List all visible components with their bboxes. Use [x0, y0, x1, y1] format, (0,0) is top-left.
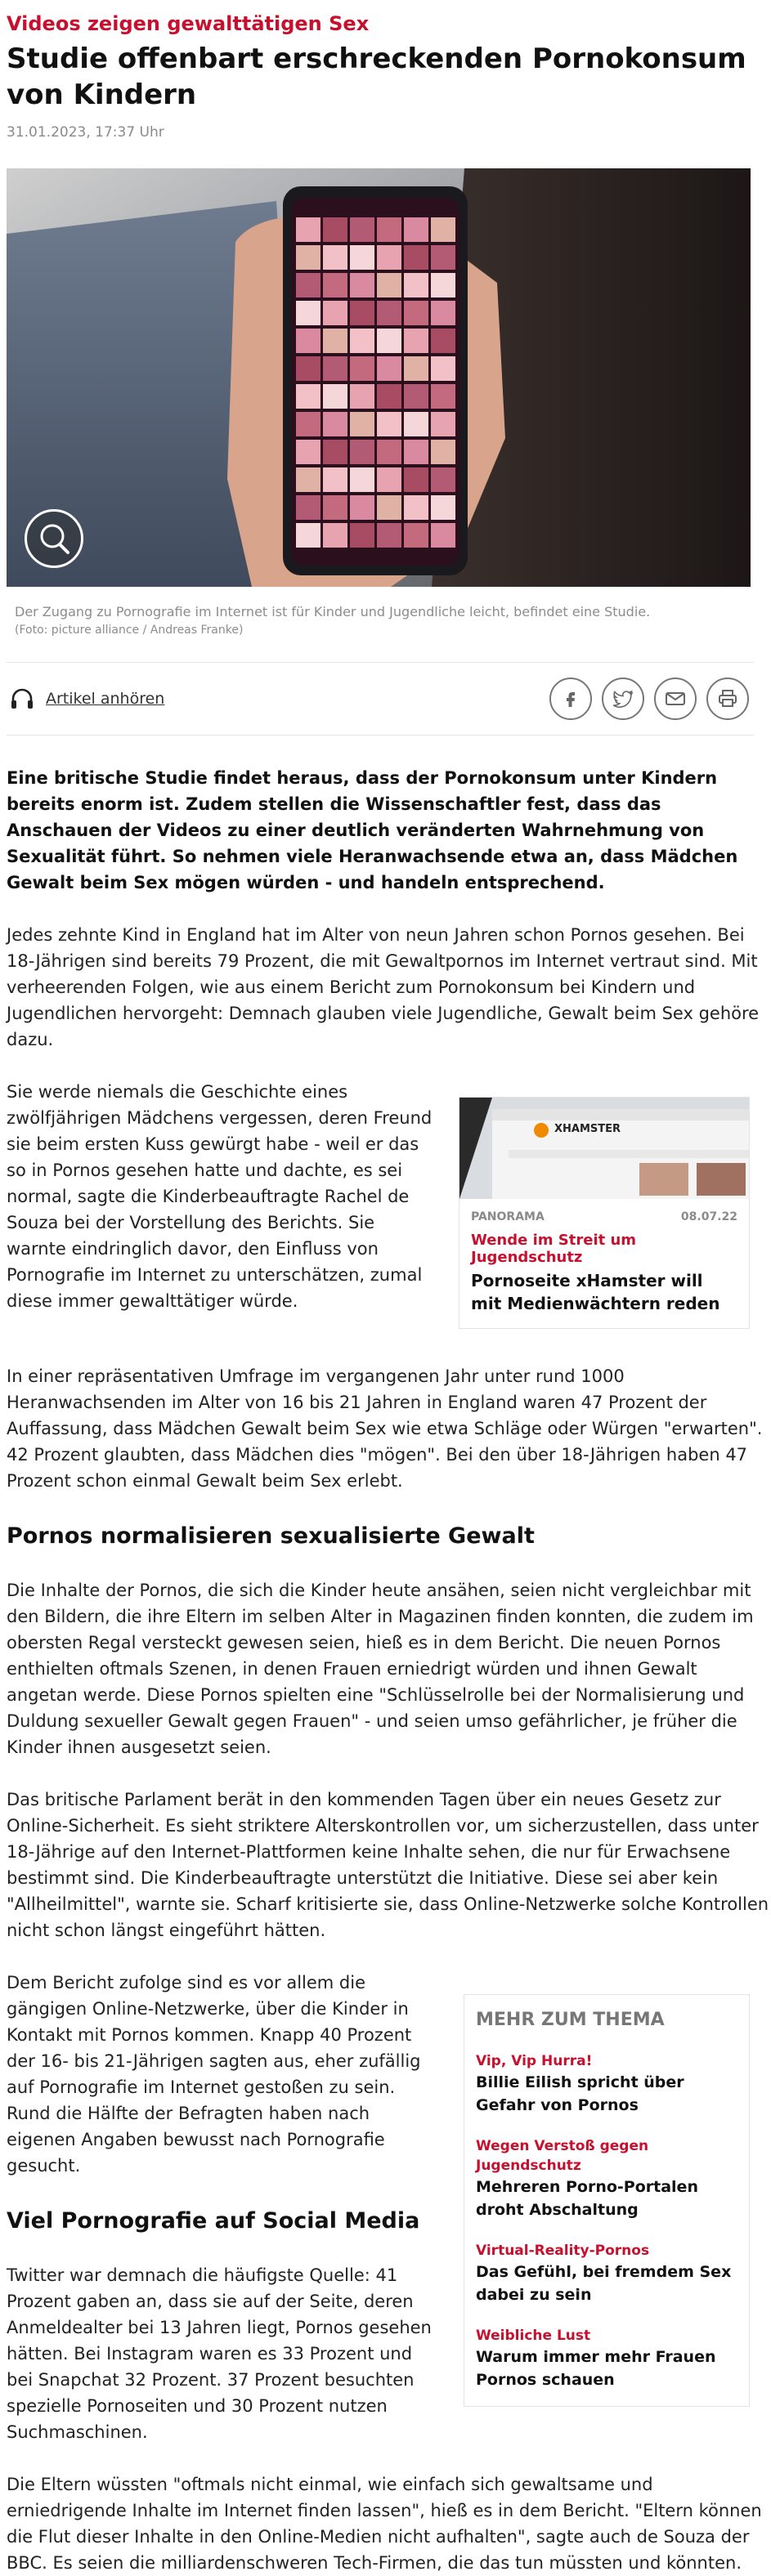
screen-thumbnail	[296, 384, 321, 409]
screen-thumbnail	[296, 523, 321, 548]
screen-thumbnail	[431, 523, 455, 548]
screen-thumbnail	[323, 273, 347, 297]
share-buttons	[549, 678, 749, 720]
screen-thumbnail	[323, 467, 347, 492]
screen-thumbnail	[431, 440, 455, 464]
screen-thumbnail	[377, 301, 401, 325]
paragraph-5: Das britische Parlament berät in den kommenden Tagen über ein neues Gesetz zur Online-Sicherheit. Es sieht striktere Alterskontrollen vor, um sicherzustellen, dass unter 18-Jährige auf den Internet-Plattformen keine Inhalte sehen, die nur für Erwachsene bestimmt sind. Die Kinderbeauftragte unterstützt die Initiative. Diese sei aber kein "Allheilmittel", warnte sie. Scharf kritisierte sie, dass Online-Netzwerke solche Kontrollen nicht schon längst eingeführt hätten.	[7, 1790, 769, 1940]
teaser-title: Pornoseite xHamster will mit Medienwächtern reden	[471, 1271, 720, 1313]
more-item-kicker: Vip, Vip Hurra!	[476, 2053, 593, 2069]
print-icon	[717, 689, 738, 709]
more-item[interactable]	[476, 2051, 737, 2117]
screen-thumbnail	[296, 356, 321, 381]
screen-thumbnail	[377, 440, 401, 464]
screen-thumbnail	[404, 412, 428, 436]
screen-thumbnail	[350, 495, 374, 520]
screen-thumbnail	[404, 523, 428, 548]
screen-thumbnail	[377, 245, 401, 270]
screen-thumbnail	[431, 245, 455, 270]
magnifier-icon	[27, 512, 81, 566]
article-date: 31.01.2023, 17:37 Uhr	[7, 124, 164, 141]
share-facebook-button[interactable]	[549, 678, 592, 720]
screen-thumbnail	[350, 217, 374, 242]
paragraph-1: Jedes zehnte Kind in England hat im Alter von neun Jahren schon Pornos gesehen. Bei 18-Jährigen sind bereits 79 Prozent, die mit Gewaltpornos im Internet vertraut sind. Mit verheerenden Folgen, wie aus einem Bericht zum Pornokonsum bei Kindern und Jugendlichen hervorgeht: Demnach glauben viele Jugendliche, Gewalt beim Sex gehöre dazu.	[7, 925, 760, 1049]
screen-thumbnail	[404, 495, 428, 520]
screen-thumbnail	[431, 384, 455, 409]
screen-thumbnail	[431, 412, 455, 436]
more-item-title: Warum immer mehr Frauen Pornos schauen	[476, 2348, 716, 2389]
screen-thumbnail	[350, 301, 374, 325]
flow-section-1	[0, 1079, 771, 1337]
screen-thumbnail	[404, 217, 428, 242]
article-title: Studie offenbart erschreckenden Pornokonsum von Kindern	[7, 42, 746, 111]
more-item-title: Das Gefühl, bei fremdem Sex dabei zu sein	[476, 2263, 732, 2304]
mail-icon	[665, 691, 686, 707]
share-twitter-button[interactable]	[602, 678, 644, 720]
headphones-icon	[10, 687, 34, 710]
facebook-icon	[561, 689, 580, 709]
more-heading: MEHR ZUM THEMA	[476, 2010, 665, 2030]
screen-thumbnail	[404, 467, 428, 492]
more-item[interactable]	[476, 2241, 737, 2306]
paragraph-8: Die Eltern wüssten "oftmals nicht einmal, wie einfach sich gewaltsame und erniedrigende Inhalte im Internet finden lassen", hieß es in dem Bericht. "Eltern können die Flut dieser Inhalte in den Online-Medien nicht aufhalten", sagte auch de Souza der BBC. Es seien die milliardenschweren Tech-Firmen, die das tun müssten und könnten.	[7, 2475, 762, 2573]
screen-thumbnail	[404, 301, 428, 325]
more-on-topic-box	[464, 1994, 750, 2407]
print-button[interactable]	[706, 678, 749, 720]
screen-thumbnail	[323, 301, 347, 325]
screen-thumbnail	[377, 329, 401, 353]
screen-thumbnail	[377, 523, 401, 548]
screen-thumbnail	[431, 217, 455, 242]
screen-thumbnail	[350, 329, 374, 353]
screen-thumbnail	[323, 245, 347, 270]
screen-thumbnail	[296, 412, 321, 436]
screen-thumbnail	[350, 467, 374, 492]
more-item[interactable]	[476, 2326, 737, 2391]
screen-thumbnail	[404, 384, 428, 409]
screen-thumbnail	[323, 495, 347, 520]
screen-thumbnail	[323, 440, 347, 464]
screen-thumbnail	[377, 356, 401, 381]
screen-thumbnail	[404, 245, 428, 270]
teaser-photo	[459, 1098, 749, 1199]
subheading-1: Pornos normalisieren sexualisierte Gewalt	[7, 1523, 535, 1549]
paragraph-6: Dem Bericht zufolge sind es vor allem die gängigen Online-Netzwerke, über die Kinder in Kontakt mit Pornos kommen. Knapp 40 Prozent der 16- bis 21-Jährigen sagten aus, eher zufällig auf Pornografie im Internet gestoßen zu sein. Rund die Hälfte der Befragten haben nach eigenen Angaben bewusst nach Pornografie gesucht.	[7, 1973, 421, 2176]
hero-photo	[7, 168, 751, 587]
screen-thumbnail	[377, 273, 401, 297]
screen-thumbnail	[404, 356, 428, 381]
teaser-meta	[459, 1199, 749, 1223]
paragraph-2: Sie werde niemals die Geschichte eines zwölfjährigen Mädchens vergessen, deren Freund sie beim ersten Kuss gewürgt habe - weil er das so in Pornos gesehen hatte und dachte, es sei normal, sagte die Kinderbeauftragte Rachel de Souza bei der Vorstellung des Berichts. Sie warnte eindringlich davor, den Einfluss von Pornografie im Internet zu unterschätzen, zumal diese immer gewalttätiger würde.	[7, 1082, 433, 1311]
screen-thumbnail	[431, 329, 455, 353]
screen-thumbnail	[377, 217, 401, 242]
screen-thumbnail	[350, 245, 374, 270]
screen-thumbnail	[323, 412, 347, 436]
screen-thumbnail	[404, 329, 428, 353]
listen-link[interactable]	[10, 687, 164, 710]
share-bar	[7, 662, 754, 736]
screen-thumbnail	[377, 412, 401, 436]
screen-thumbnail	[350, 412, 374, 436]
teaser-image	[459, 1098, 749, 1199]
hero-image[interactable]	[7, 168, 751, 587]
screen-thumbnail	[296, 495, 321, 520]
more-item-title: Mehreren Porno-Portalen droht Abschaltung	[476, 2178, 698, 2219]
caption-text: Der Zugang zu Pornografie im Internet ist für Kinder und Jugendliche leicht, befindet eine Studie.	[15, 604, 651, 619]
share-mail-button[interactable]	[654, 678, 697, 720]
zoom-button[interactable]	[25, 509, 83, 568]
related-teaser[interactable]	[459, 1097, 750, 1329]
paragraph-3: In einer repräsentativen Umfrage im vergangenen Jahr unter rund 1000 Heranwachsenden im Alter von 16 bis 21 Jahren in England waren 47 Prozent der Auffassung, dass Mädchen Gewalt beim Sex wie etwa Schläge oder Würgen "erwarten". 42 Prozent glaubten, dass Mädchen dies "mögen". Bei den über 18-Jährigen haben 47 Prozent schon einmal Gewalt beim Sex erlebt.	[7, 1366, 763, 1491]
image-caption	[15, 603, 771, 639]
more-item-kicker: Virtual-Reality-Pornos	[476, 2243, 650, 2259]
listen-label: Artikel anhören	[46, 690, 165, 708]
screen-thumbnail	[296, 301, 321, 325]
screen-thumbnail	[404, 440, 428, 464]
screen-thumbnail	[377, 467, 401, 492]
article-header	[0, 0, 771, 141]
screen-thumbnail	[323, 523, 347, 548]
caption-credit: (Foto: picture alliance / Andreas Franke)	[15, 624, 244, 637]
more-item-kicker: Wegen Verstoß gegen Jugendschutz	[476, 2138, 649, 2174]
screen-thumbnail	[323, 356, 347, 381]
paragraph-7: Twitter war demnach die häufigste Quelle: 41 Prozent gaben an, dass sie auf der Seite, deren Anmeldealter bei 13 Jahren liegt, Pornos gesehen hätten. Bei Instagram waren es 33 Prozent und bei Snapchat 32 Prozent. 37 Prozent besuchten spezielle Pornoseiten und 30 Prozent nutzen Suchmaschinen.	[7, 2265, 432, 2442]
teaser-logo-text: XHAMSTER	[554, 1123, 621, 1135]
article-kicker: Videos zeigen gewalttätigen Sex	[7, 12, 370, 35]
teaser-section: PANORAMA	[471, 1210, 545, 1223]
screen-thumbnail	[296, 273, 321, 297]
screen-thumbnail	[377, 384, 401, 409]
screen-thumbnail	[350, 440, 374, 464]
screen-thumbnail	[377, 495, 401, 520]
more-item-kicker: Weibliche Lust	[476, 2328, 591, 2344]
screen-thumbnail	[431, 495, 455, 520]
teaser-kicker: Wende im Streit um Jugendschutz	[471, 1232, 637, 1266]
screen-thumbnail	[350, 273, 374, 297]
paragraph-4: Die Inhalte der Pornos, die sich die Kinder heute ansähen, seien nicht vergleichbar mit den Bildern, die ihre Eltern im selben Alter in Magazinen finden konnten, die zudem im obersten Regal versteckt gewesen seien, hieß es in dem Bericht. Die neuen Pornos enthielten oftmals Szenen, in denen Frauen erniedrigt würden und ihnen Gewalt angetan werde. Diese Pornos spielten eine "Schlüsselrolle bei der Normalisierung und Duldung sexueller Gewalt gegen Frauen" - und seien umso gefährlicher, je früher die Kinder ihnen ausgesetzt seien.	[7, 1581, 754, 1757]
twitter-icon	[612, 689, 634, 709]
screen-thumbnail	[323, 217, 347, 242]
more-item[interactable]	[476, 2136, 737, 2221]
article-lead: Eine britische Studie findet heraus, dass der Pornokonsum unter Kindern bereits enorm ist. Zudem stellen die Wissenschaftler fest, dass das Anschauen der Videos zu einer deutlich veränderten Wahrnehmung von Sexualität führt. So nehmen viele Heranwachsende etwa an, dass Mädchen Gewalt beim Sex mögen würden - und handeln entsprechend.	[7, 768, 738, 892]
screen-thumbnail	[323, 329, 347, 353]
screen-thumbnail	[431, 467, 455, 492]
screen-thumbnail	[296, 329, 321, 353]
screen-thumbnail	[431, 301, 455, 325]
screen-thumbnail	[296, 245, 321, 270]
screen-thumbnail	[296, 217, 321, 242]
screen-thumbnail	[431, 356, 455, 381]
more-item-title: Billie Eilish spricht über Gefahr von Pornos	[476, 2073, 684, 2114]
screen-thumbnail	[350, 523, 374, 548]
screen-thumbnail	[350, 356, 374, 381]
screen-thumbnail	[431, 273, 455, 297]
subheading-2: Viel Pornografie auf Social Media	[7, 2208, 420, 2234]
flow-section-2	[0, 1970, 771, 2445]
teaser-date: 08.07.22	[680, 1210, 737, 1223]
screen-thumbnail	[350, 384, 374, 409]
screen-thumbnail	[296, 440, 321, 464]
screen-thumbnail	[404, 273, 428, 297]
screen-thumbnail	[323, 384, 347, 409]
screen-thumbnail	[296, 467, 321, 492]
